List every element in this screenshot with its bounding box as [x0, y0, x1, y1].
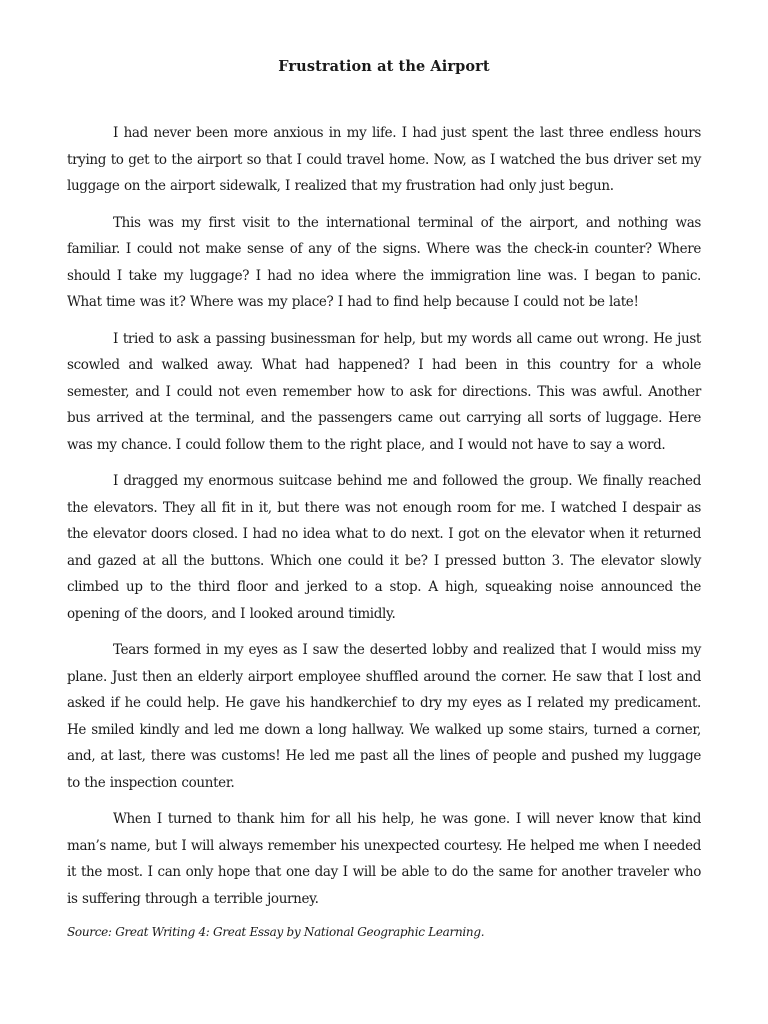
- document-page: [67, 0, 701, 1024]
- paragraph-5: Tears formed in my eyes as I saw the deserted lobby and realized that I would miss my plane. Just then an elderly airport employee shuffled around the corner. He saw that I lost and asked if he could help. He gave his handkerchief to dry my eyes as I related my predicament. He smiled kindly and led me down a long hallway. We walked up some stairs, turned a corner, and, at last, there was customs! He led me past all the lines of people and pushed my luggage to the inspection counter.: [67, 642, 701, 791]
- paragraph-6: When I turned to thank him for all his help, he was gone. I will never know that kind man’s name, but I will always remember his unexpected courtesy. He helped me when I needed it the most. I can only hope that one day I will be able to do the same for another traveler who is suffering through a terrible journey.: [67, 811, 701, 907]
- paragraph-2: This was my first visit to the international terminal of the airport, and nothing was familiar. I could not make sense of any of the signs. Where was the check-in counter? Where should I take my luggage? I had no idea where the immigration line was. I began to panic. What time was it? Where was my place? I had to find help because I could not be late!: [67, 214, 701, 310]
- paragraph-3: I tried to ask a passing businessman for help, but my words all came out wrong. He just scowled and walked away. What had happened? I had been in this country for a whole semester, and I could not even remember how to ask for directions. This was awful. Another bus arrived at the terminal, and the passengers came out carrying all sorts of luggage. Here was my chance. I could follow them to the right place, and I would not have to say a word.: [67, 330, 701, 453]
- source-citation: Source: Great Writing 4: Great Essay by National Geographic Learning.: [67, 925, 485, 939]
- document-title: Frustration at the Airport: [278, 58, 490, 75]
- paragraph-1: I had never been more anxious in my life. I had just spent the last three endless hours trying to get to the airport so that I could travel home. Now, as I watched the bus driver set my luggage on the airport sidewalk, I realized that my frustration had only just begun.: [67, 125, 701, 194]
- essay-body: [67, 120, 701, 942]
- paragraph-4: I dragged my enormous suitcase behind me and followed the group. We finally reached the elevators. They all fit in it, but there was not enough room for me. I watched I despair as the elevator doors closed. I had no idea what to do next. I got on the elevator when it returned and gazed at all the buttons. Which one could it be? I pressed button 3. The elevator slowly climbed up to the third floor and jerked to a stop. A high, squeaking noise announced the opening of the doors, and I looked around timidly.: [67, 473, 701, 622]
